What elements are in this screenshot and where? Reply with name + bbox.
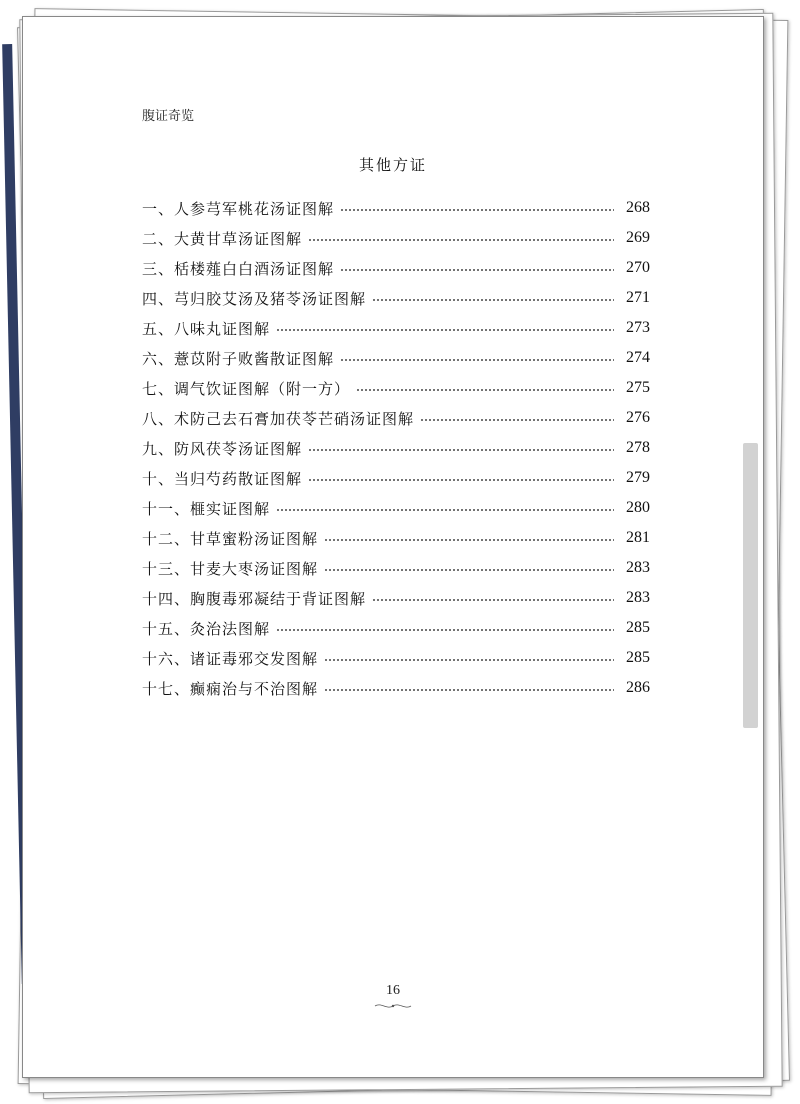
toc-dot-leader — [324, 539, 614, 541]
toc-entry-page: 271 — [626, 289, 650, 306]
running-head: 腹证奇览 — [142, 109, 195, 124]
toc-entry-page: 269 — [626, 229, 650, 246]
document-page — [22, 16, 764, 1078]
toc-dot-leader — [340, 209, 614, 211]
toc-entry[interactable] — [142, 643, 650, 673]
toc-dot-leader — [372, 599, 614, 601]
toc-entry[interactable] — [142, 193, 650, 223]
toc-dot-leader — [340, 269, 614, 271]
toc-entry-title: 十二、甘草蜜粉汤证图解 — [142, 529, 319, 548]
toc-entry-title: 七、调气饮证图解（附一方） — [142, 379, 351, 398]
toc-entry-title: 十五、灸治法图解 — [142, 619, 271, 638]
toc-dot-leader — [324, 659, 614, 661]
toc-entry-title: 九、防风茯苓汤证图解 — [142, 439, 303, 458]
toc-entry[interactable] — [142, 433, 650, 463]
toc-entry-title: 十四、胸腹毒邪凝结于背证图解 — [142, 589, 367, 608]
toc-dot-leader — [276, 509, 614, 511]
table-of-contents — [142, 193, 650, 703]
toc-entry-page: 275 — [626, 379, 650, 396]
toc-dot-leader — [324, 689, 614, 691]
toc-entry-page: 280 — [626, 499, 650, 516]
toc-entry-page: 274 — [626, 349, 650, 366]
toc-dot-leader — [372, 299, 614, 301]
toc-entry-page: 283 — [626, 589, 650, 606]
toc-entry[interactable] — [142, 313, 650, 343]
toc-entry[interactable] — [142, 223, 650, 253]
toc-entry[interactable] — [142, 553, 650, 583]
toc-dot-leader — [340, 359, 614, 361]
toc-entry-page: 281 — [626, 529, 650, 546]
toc-entry-title: 八、术防己去石膏加茯苓芒硝汤证图解 — [142, 409, 415, 428]
toc-dot-leader — [324, 569, 614, 571]
toc-entry[interactable] — [142, 613, 650, 643]
toc-entry-page: 286 — [626, 679, 650, 696]
toc-entry-title: 一、人参芎军桃花汤证图解 — [142, 199, 335, 218]
toc-entry-page: 285 — [626, 619, 650, 636]
toc-entry[interactable] — [142, 373, 650, 403]
toc-entry[interactable] — [142, 253, 650, 283]
toc-entry-title: 三、栝楼薤白白酒汤证图解 — [142, 259, 335, 278]
toc-dot-leader — [276, 329, 614, 331]
toc-entry-title: 六、薏苡附子败酱散证图解 — [142, 349, 335, 368]
toc-dot-leader — [308, 479, 614, 481]
folio-ornament-icon — [373, 1002, 413, 1010]
toc-entry[interactable] — [142, 493, 650, 523]
toc-entry[interactable] — [142, 403, 650, 433]
toc-dot-leader — [356, 389, 614, 391]
toc-dot-leader — [308, 239, 614, 241]
toc-entry-title: 十三、甘麦大枣汤证图解 — [142, 559, 319, 578]
toc-entry[interactable] — [142, 583, 650, 613]
toc-entry-title: 四、芎归胶艾汤及猪苓汤证图解 — [142, 289, 367, 308]
toc-entry-page: 273 — [626, 319, 650, 336]
toc-entry[interactable] — [142, 523, 650, 553]
toc-entry-page: 278 — [626, 439, 650, 456]
toc-dot-leader — [276, 629, 614, 631]
toc-entry-page: 283 — [626, 559, 650, 576]
toc-dot-leader — [420, 419, 614, 421]
toc-entry-title: 十、当归芍药散证图解 — [142, 469, 303, 488]
toc-entry[interactable] — [142, 463, 650, 493]
toc-dot-leader — [308, 449, 614, 451]
scrollbar[interactable] — [743, 443, 758, 728]
page-number: 16 — [386, 983, 400, 998]
toc-entry[interactable] — [142, 283, 650, 313]
toc-entry-title: 十一、榧实证图解 — [142, 499, 271, 518]
toc-entry-page: 276 — [626, 409, 650, 426]
toc-entry-title: 二、大黄甘草汤证图解 — [142, 229, 303, 248]
toc-entry-title: 五、八味丸证图解 — [142, 319, 271, 338]
toc-entry-page: 279 — [626, 469, 650, 486]
toc-entry-title: 十六、诸证毒邪交发图解 — [142, 649, 319, 668]
toc-entry-title: 十七、癫痫治与不治图解 — [142, 679, 319, 698]
toc-entry[interactable] — [142, 343, 650, 373]
section-title: 其他方证 — [358, 156, 427, 174]
toc-entry[interactable] — [142, 673, 650, 703]
toc-entry-page: 285 — [626, 649, 650, 666]
toc-entry-page: 270 — [626, 259, 650, 276]
toc-entry-page: 268 — [626, 199, 650, 216]
